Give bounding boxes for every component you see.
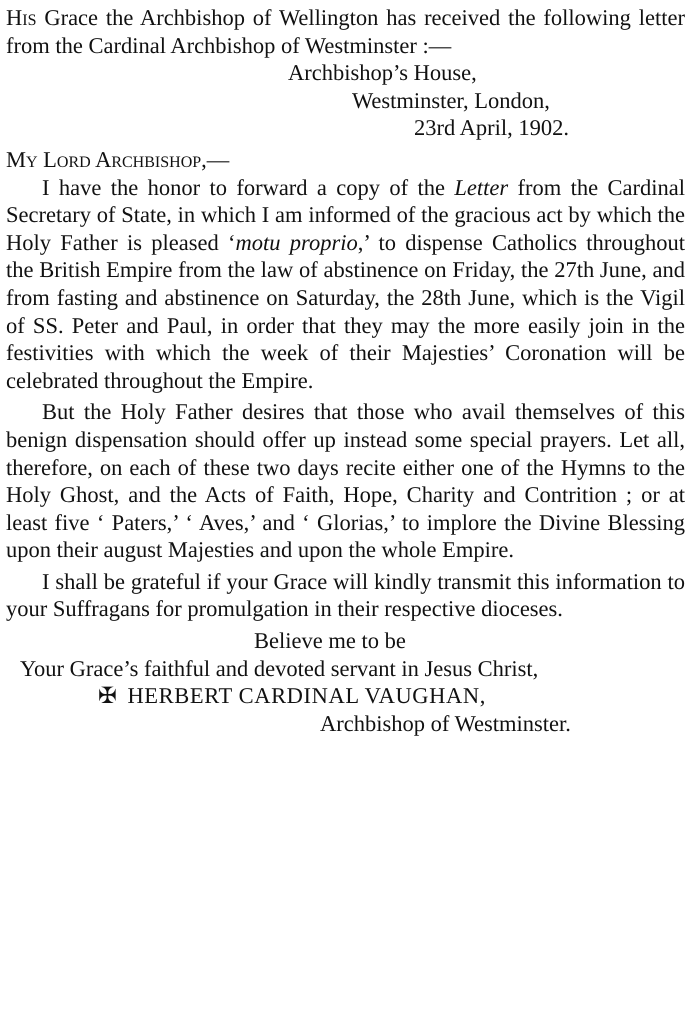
letter-address [6,59,685,142]
intro-lead-word: His [6,5,37,30]
letter-paragraph-1 [6,174,685,395]
intro-paragraph [6,4,685,59]
para1-letter-italic: Letter [454,174,509,200]
letter-closing [6,627,685,737]
cross-icon: ✠ [98,683,118,709]
signature-line [6,682,685,710]
closing-believe-line: Believe me to be [254,628,406,654]
salutation: My Lord Archbishop,— [6,146,230,172]
para1-text-b: from the Cardinal Secretary of State, in which I am informed of the gracious act by which the Holy Father is pleased ‘ [6,174,685,255]
para1-motu-proprio-italic: motu proprio [235,229,358,255]
para1-text-a: I have the honor to forward a copy of the [42,174,455,200]
address-line-house: Archbishop’s House, [288,60,477,86]
para1-text-c: ,’ to dispense Catholics throughout the British Empire from the law of abstinence on Friday, the 27th June, and from fasting and abstinence on Saturday, the 28th June, which is the Vigil of SS. Peter and Paul, in order that they may the more easily join in the festivities with which the week of their Majesties’ Coronation will be celebrated throughout the Empire. [6,229,685,393]
address-line-city: Westminster, London, [352,87,550,113]
letter-paragraph-2: But the Holy Father desires that those who avail themselves of this benign dispensation should offer up instead some special prayers. Let all, therefore, on each of these two days recite either one of the Hymns to the Holy Ghost, and the Acts of Faith, Hope, Charity and Contrition ; or at least five ‘ Paters,’ ‘ Aves,’ and ‘ Glorias,’ to implore the Divine Blessing upon their august Majesties and upon the whole Empire. [6,399,685,563]
signature-name: HERBERT CARDINAL VAUGHAN, [127,683,486,709]
intro-text: Grace the Archbishop of Wellington has received the following letter from the Cardinal Archbishop of Westminster :— [6,5,685,58]
closing-servant-line: Your Grace’s faithful and devoted servant in Jesus Christ, [20,655,539,681]
letter-paragraph-3: I shall be grateful if your Grace will kindly transmit this information to your Suffragans for promulgation in their respective dioceses. [6,568,685,622]
address-line-date: 23rd April, 1902. [414,115,569,141]
signature-title: Archbishop of Westminster. [320,710,571,736]
